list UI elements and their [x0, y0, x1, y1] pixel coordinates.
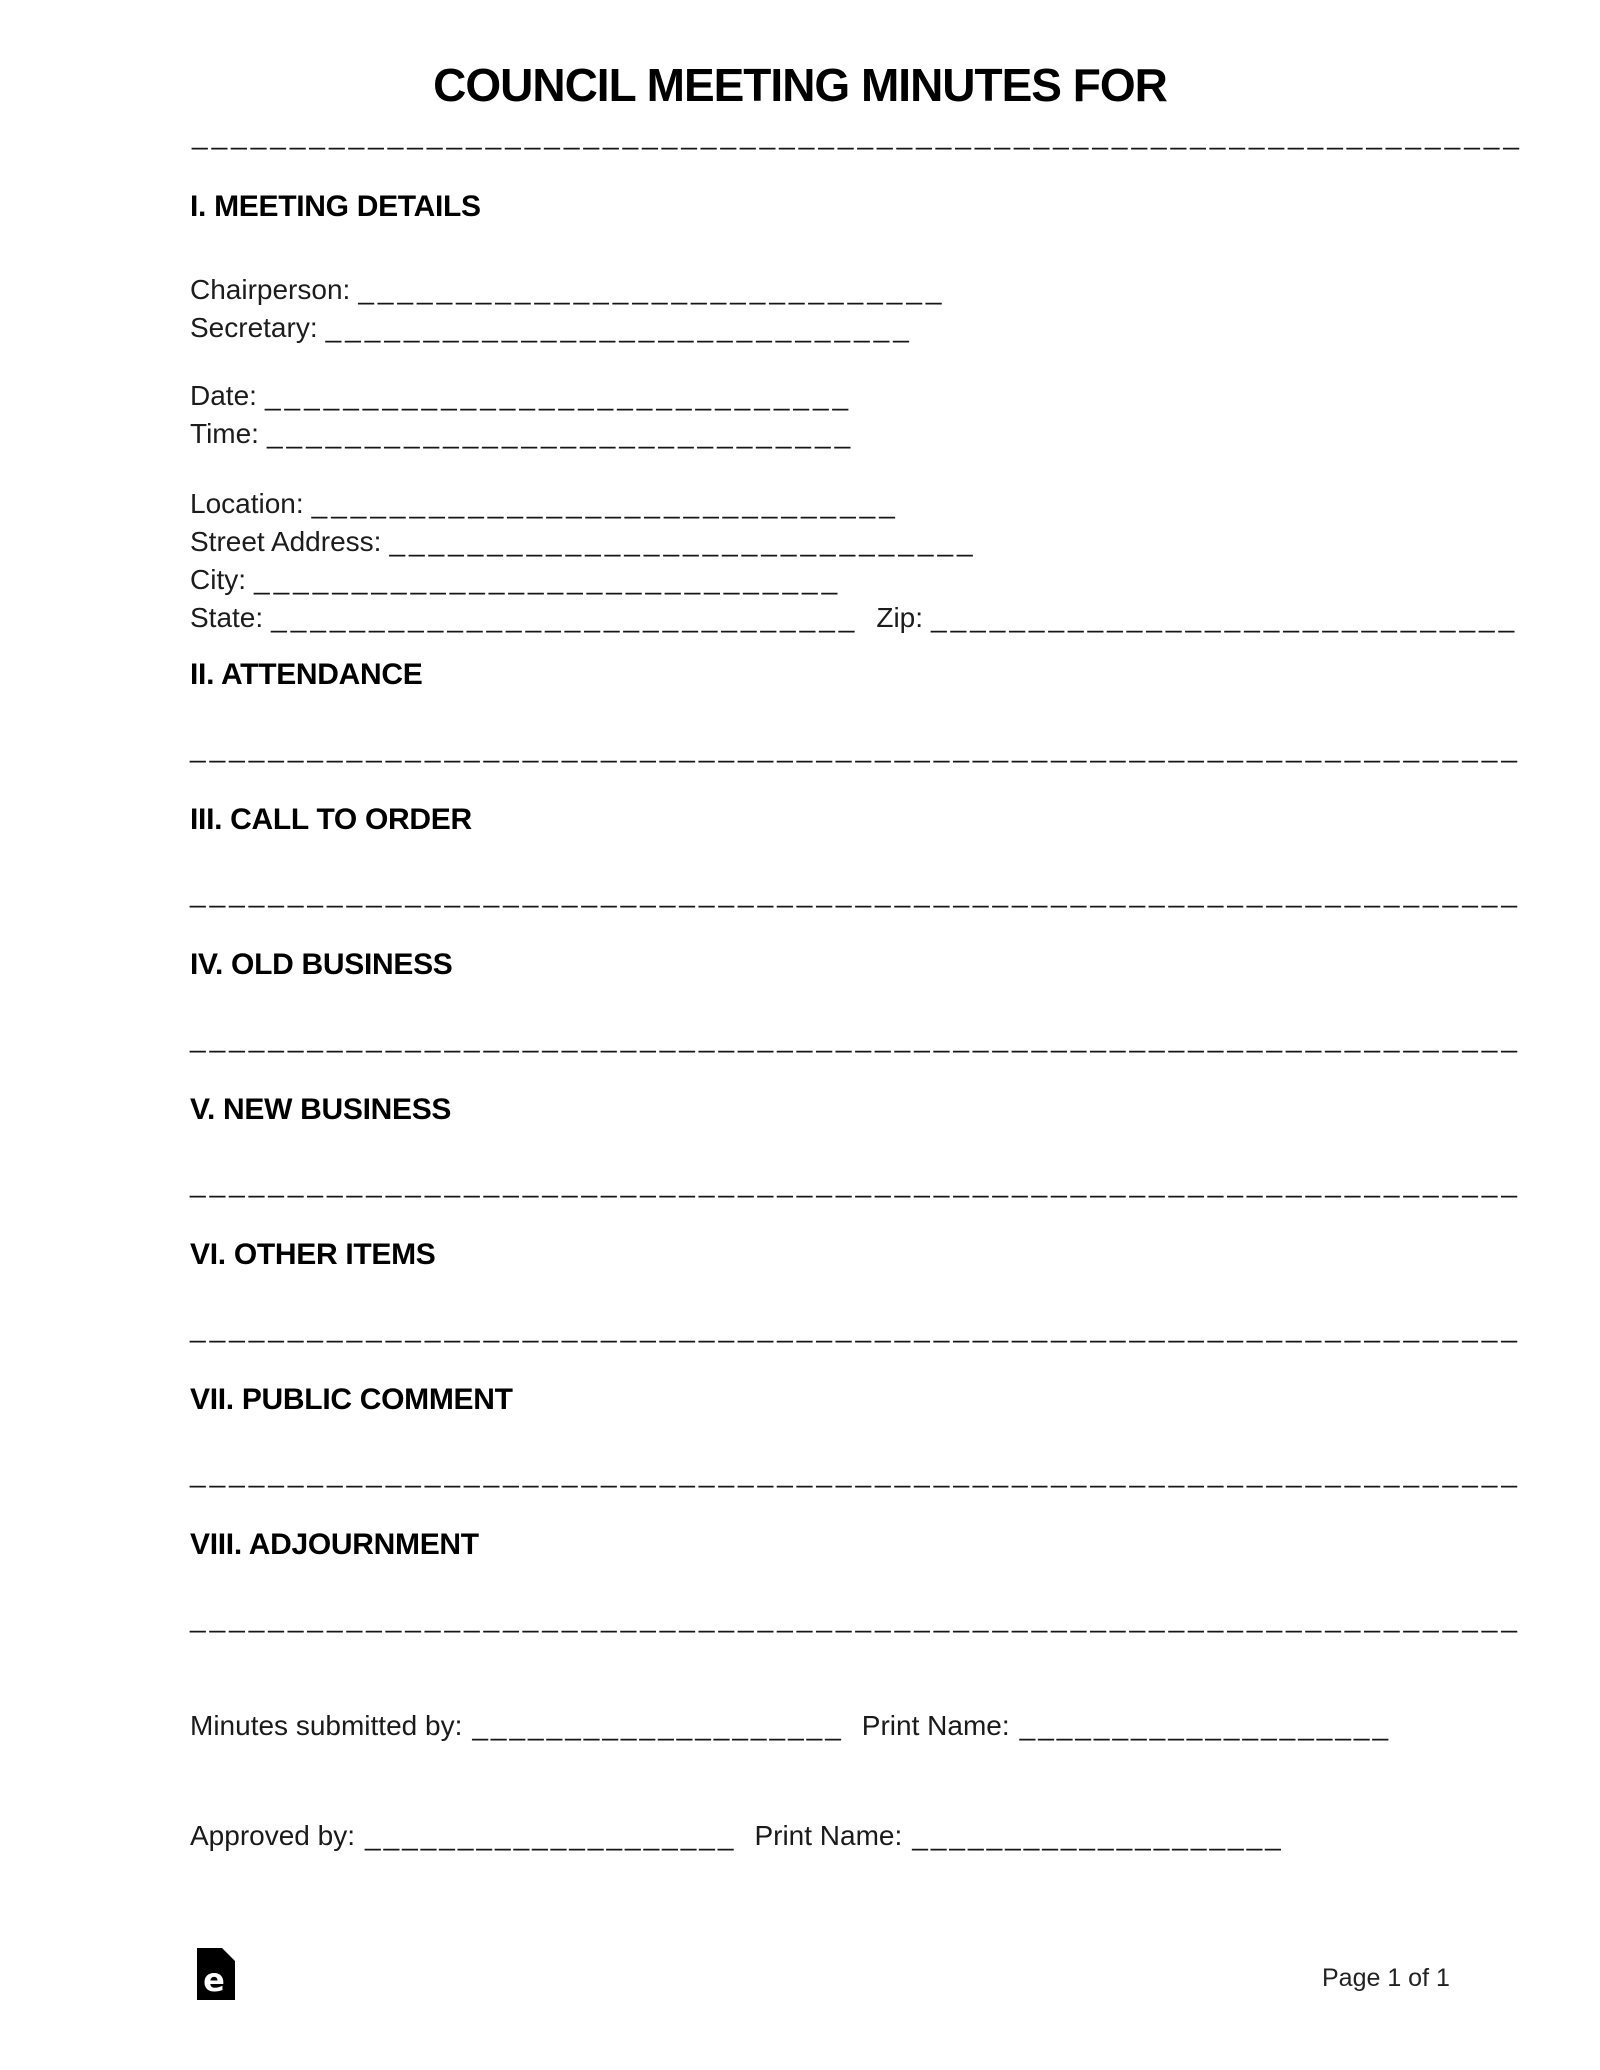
page-number-label: Page 1 of 1	[1322, 1964, 1450, 1992]
other-items-fill-line[interactable]: ____________________________________________________________________	[190, 1312, 1521, 1343]
state-fill-line[interactable]: ______________________________	[271, 602, 859, 633]
approved-print-name-label: Print Name:	[754, 1820, 903, 1851]
section-public-comment	[190, 1383, 1521, 1495]
section-attendance	[190, 658, 1521, 770]
field-row-date	[190, 382, 852, 410]
field-row-secretary	[190, 314, 913, 342]
field-row-location	[190, 490, 899, 518]
section-call-to-order	[190, 803, 1521, 915]
time-fill-line[interactable]: ______________________________	[266, 418, 855, 449]
location-fill-line[interactable]: ______________________________	[311, 488, 899, 519]
approved-by-label: Approved by:	[190, 1820, 355, 1851]
section-adjournment	[190, 1528, 1521, 1640]
field-row-street-address	[190, 528, 977, 556]
logo-folded-corner	[222, 1948, 235, 1961]
street-address-label: Street Address:	[190, 526, 382, 557]
submitted-print-name-fill-line[interactable]: ____________________	[1019, 1710, 1392, 1741]
secretary-fill-line[interactable]: ______________________________	[325, 312, 913, 343]
section-heading-public-comment: VII. PUBLIC COMMENT	[190, 1383, 513, 1416]
zip-label: Zip:	[876, 602, 924, 633]
section-heading-meeting-details: I. MEETING DETAILS	[190, 190, 481, 223]
field-row-city	[190, 566, 841, 594]
section-heading-new-business: V. NEW BUSINESS	[190, 1093, 452, 1126]
chairperson-label: Chairperson:	[190, 274, 351, 305]
adjournment-fill-line[interactable]: ____________________________________________________________________	[190, 1602, 1521, 1633]
submitted-by-label: Minutes submitted by:	[190, 1710, 463, 1741]
submitted-print-name-label: Print Name:	[861, 1710, 1010, 1741]
call-to-order-fill-line[interactable]: ____________________________________________________________________	[190, 877, 1521, 908]
section-new-business	[190, 1093, 1521, 1205]
city-fill-line[interactable]: ______________________________	[254, 564, 842, 595]
date-label: Date:	[190, 380, 257, 411]
field-row-chairperson	[190, 276, 945, 304]
approved-by-fill-line[interactable]: ____________________	[365, 1820, 737, 1851]
time-label: Time:	[190, 418, 259, 449]
section-heading-adjournment: VIII. ADJOURNMENT	[190, 1528, 479, 1561]
public-comment-fill-line[interactable]: ____________________________________________________________________	[190, 1457, 1521, 1488]
eforms-logo-icon	[197, 1948, 235, 2000]
date-fill-line[interactable]: ______________________________	[264, 380, 853, 411]
street-address-fill-line[interactable]: ______________________________	[389, 526, 977, 557]
section-other-items	[190, 1238, 1521, 1350]
approved-print-name-fill-line[interactable]: ____________________	[912, 1820, 1284, 1851]
new-business-fill-line[interactable]: ____________________________________________________________________	[190, 1167, 1521, 1198]
section-old-business	[190, 948, 1521, 1060]
submitted-by-fill-line[interactable]: ____________________	[472, 1710, 844, 1741]
section-heading-call-to-order: III. CALL TO ORDER	[190, 803, 472, 836]
section-heading-old-business: IV. OLD BUSINESS	[190, 948, 453, 981]
zip-fill-line[interactable]: ______________________________	[931, 602, 1519, 633]
signature-row-approved	[190, 1822, 1284, 1850]
logo-letter: e	[203, 1961, 225, 1999]
attendance-fill-line[interactable]: ____________________________________________________________________	[190, 732, 1521, 763]
secretary-label: Secretary:	[190, 312, 318, 343]
field-row-time	[190, 420, 854, 448]
old-business-fill-line[interactable]: ____________________________________________________________________	[190, 1022, 1521, 1053]
chairperson-fill-line[interactable]: ______________________________	[358, 274, 946, 305]
title-blank-line[interactable]: ____________________________________________________________________	[192, 119, 1523, 150]
section-heading-other-items: VI. OTHER ITEMS	[190, 1238, 436, 1271]
location-label: Location:	[190, 488, 304, 519]
document-title: COUNCIL MEETING MINUTES FOR	[433, 59, 1167, 111]
state-label: State:	[190, 602, 264, 633]
field-row-state-zip	[190, 604, 1518, 632]
section-heading-attendance: II. ATTENDANCE	[190, 658, 423, 691]
city-label: City:	[190, 564, 246, 595]
signature-row-submitted	[190, 1712, 1391, 1740]
